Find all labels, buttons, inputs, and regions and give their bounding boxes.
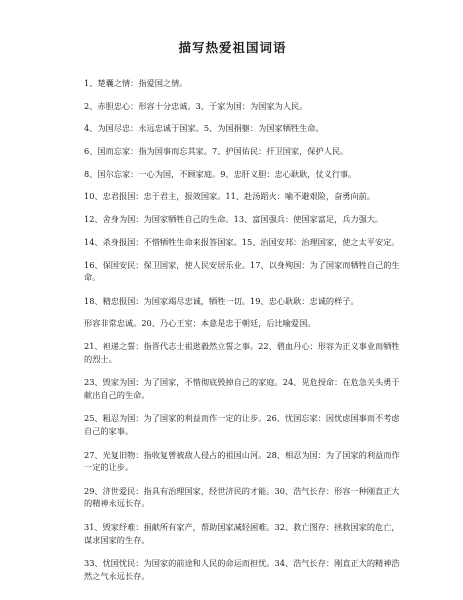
document-title: 描写热爱祖国词语 xyxy=(178,40,287,55)
entry-item: 31、毁家纾难：捐献所有家产，帮助国家减轻困难。32、救亡图存：拯救国家的危亡，谋求国家的生存。 xyxy=(84,522,400,545)
entry-item: 25、粗忍为国：为了国家的利益而作一定的让步。26、忧国忘家：因忧虑国事而不考虑自己的家事。 xyxy=(84,413,400,437)
entry-item: 27、光复旧物：指收复曾被敌人侵占的祖国山河。28、相忍为国：为了国家的利益而作一定的让步。 xyxy=(84,449,400,473)
entry-item: 12、舍身为国：为国家牺牲自己的生命。13、富国强兵：使国家富足，兵力强大。 xyxy=(84,214,384,225)
entry-item: 形容非常忠诚。20、乃心王室：本意是忠于朝廷，后比喻爱国。 xyxy=(84,318,316,329)
entry-item: 4、为国尽忠：永远忠诚于国家。5、为国捐躯：为国家牺牲生命。 xyxy=(84,123,324,134)
entry-item: 21、袒递之誓：指晋代志士祖逖毅然立誓之事。22、碧血丹心：形容为正义事业而牺牲的烈士。 xyxy=(84,341,400,364)
entry-item: 8、国尔忘家：一心为国，不顾家庭。9、忠肝义胆：忠心耿耿，仗义行事。 xyxy=(84,168,357,179)
entry-item: 18、精忠报国：为国家竭尽忠诚，牺牲一切。19、忠心耿耿：忠诚的样子。 xyxy=(84,295,359,306)
entry-item: 16、保国安民：保卫国家，使人民安居乐业。17、以身殉国：为了国家而牺牲自己的生命。 xyxy=(84,259,400,283)
entry-list xyxy=(84,77,401,582)
entry-item: 29、济世爱民：指具有治理国家，经世济民的才能。30、浩气长存：形容一种刚直正大的精神永远长存。 xyxy=(84,485,400,509)
entry-item: 23、毁家为国：为了国家，不惜彻底毁掉自己的家庭。24、见危授命：在危急关头勇于献出自己的生命。 xyxy=(84,377,400,400)
entry-item: 33、忧国忧民：为国家的前途和人民的命运而担忧。34、浩气长存：刚直正大的精神浩然之气永远长存。 xyxy=(84,558,400,581)
entry-item: 6、国而忘家：指为国事而忘其家。7、护国佑民：扞卫国家，保护人民。 xyxy=(84,146,349,157)
entry-item: 2、赤胆忠心：形容十分忠诚。3、于家为国：为国家为人民。 xyxy=(84,100,308,111)
entry-item: 1、楚囊之情：指爱国之情。 xyxy=(84,78,188,88)
entry-item: 14、杀身报国：不惜牺牲生命来报答国家。15、治国安邦：治理国家，使之太平安定。 xyxy=(84,236,400,247)
entry-item: 10、忠君报国：忠于君主，报效国家。11、赴汤蹈火：喻不避艰险，奋勇向前。 xyxy=(84,191,376,202)
